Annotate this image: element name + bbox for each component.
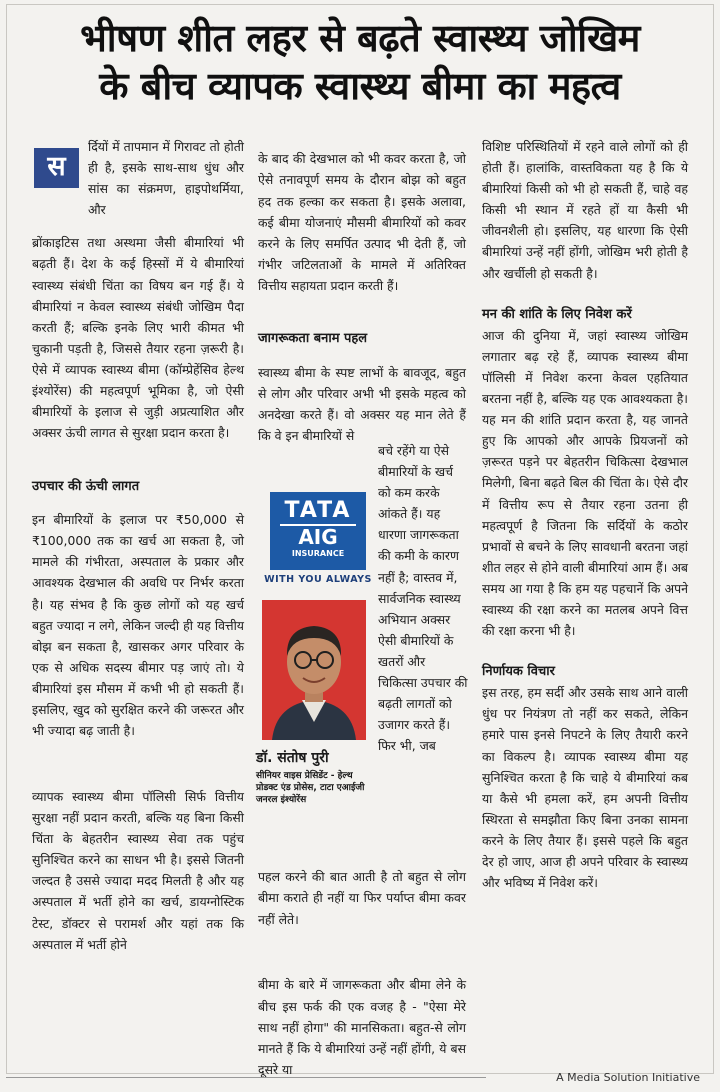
col2-bottom bbox=[258, 854, 466, 1092]
col1-intro-first: र्दियों में तापमान में गिरावट तो होती ही है, इसके साथ-साथ धुंध और सांस का संक्रमण, हाइपोथर्मिया, और bbox=[88, 139, 244, 218]
logo-line-2: AIG bbox=[280, 524, 356, 548]
col1-section-heading: उपचार की ऊंची लागत bbox=[32, 478, 140, 494]
person-photo bbox=[262, 600, 366, 740]
col3-section2-text: इस तरह, हम सर्दी और उसके साथ आने वाली धुंध पर नियंत्रण तो नहीं कर सकते, लेकिन हमारे पास इनसे निपटने के लिए तैयारी करने का विकल्प है। व्यापक स्वास्थ्य बीमा यह सुनिश्चित करता है कि चाहे ये बीमारियां कब या कैसे भी हमला करें, हम अपनी वित्तीय स्थिरता से समझौता किए बिना उनका सामना करने के लिए तैयार हैं। इससे पहले कि बहुत देर हो जाए, आज ही अपने परिवार के स्वास्थ्य और भविष्य में निवेश करें। bbox=[482, 685, 688, 891]
col3-section-text: आज की दुनिया में, जहां स्वास्थ्य जोखिम लगातार बढ़ रहे हैं, व्यापक स्वास्थ्य बीमा पॉलिसी में निवेश करना केवल एहतियात बरतना नहीं है, बल्कि यह एक आवश्यकता है। यह मन की शांति प्रदान करता है, यह जानते हुए कि आपको और आपके प्रियजनों को ज़रूरत पड़ने पर बेहतरीन चिकित्सा देखभाल मिलेगी, बिना बढ़ते बिल की चिंता के। ऐसे दौर में वित्तीय रूप से तैयार रहना उतना ही महत्वपूर्ण है जितना कि सर्दियों के कठोर प्रभावों से बचने के लिए सावधानी बरतना जहां शीत लहर से होने वाली बीमारियां आम हैं। अब समय आ गया है कि हम यह पहचानें कि अपने स्वास्थ्य की रक्षा करने का मतलब अपने वित्त की रक्षा करना भी है। bbox=[482, 327, 688, 639]
person-portrait-icon bbox=[262, 600, 366, 740]
col1-intro-rest: ब्रोंकाइटिस तथा अस्थमा जैसी बीमारियां भी बढ़ती हैं। देश के कई हिस्सों में ये बीमारियां स्वास्थ्य संबंधी चिंता का विषय बन गई हैं। ये बीमारियां न केवल स्वास्थ्य संबंधी जोखिम पैदा करती हैं; बल्कि इनके लिए भारी कीमत भी चुकानी पड़ती है, जिससे तैयार रहना ज़रूरी है। ऐसे में व्यापक स्वास्थ्य बीमा (कॉम्प्रेहेंसिव हेल्थ इंश्योरेंस) की महत्वपूर्ण भूमिका है, जो ऐसी बीमारियों के इलाज से जुड़ी अप्रत्याशित और अक्सर ऊंची लागत से सुरक्षा प्रदान करता है। bbox=[32, 235, 244, 441]
col3-body bbox=[482, 136, 688, 893]
headline-line-1: भीषण शीत लहर से बढ़ते स्वास्थ्य जोखिम bbox=[80, 16, 640, 60]
col2-side-text: बचे रहेंगे या ऐसे बीमारियों के खर्च को कम करके आंकते हैं। यह धारणा जागरूकता की कमी के कारण नहीं है; वास्तव में, सार्वजनिक स्वास्थ्य अभियान अक्सर ऐसी बीमारियों के खतरों और चिकित्सा उपचार की बढ़ती लागतों को उजागर करते हैं। फिर भी, जब bbox=[378, 443, 468, 754]
logo-line-3: INSURANCE bbox=[291, 549, 345, 558]
col2-top-text: के बाद की देखभाल को भी कवर करता है, जो ऐसे तनावपूर्ण समय के दौरान बोझ को बहुत हद तक हल्का कर सकता है। इसके अलावा, कई बीमा योजनाएं मौसमी बीमारियों को कवर करने के लिए समर्पित उत्पाद भी देती हैं, जो गंभीर जटिलताओं के मामले में अतिरिक्त वित्तीय सहायता प्रदान करती हैं। bbox=[258, 151, 466, 293]
person-name: डॉ. संतोष पुरी bbox=[256, 750, 329, 766]
col1-closing-text: व्यापक स्वास्थ्य बीमा पॉलिसी सिर्फ वित्तीय सुरक्षा नहीं प्रदान करती, बल्कि यह बिना किसी चिंता के बेहतरीन स्वास्थ्य सेवा तक पहुंच सुनिश्चित करने का साधन भी है। इससे जितनी जल्दत है उससे ज्यादा मदद मिलती है और यह अस्पताल में भर्ती होने का खर्च, डायग्नोस्टिक टेस्ट, डॉक्टर से परामर्श और यहां तक कि अस्पताल में भर्ती होने bbox=[32, 789, 244, 952]
footer-credit: A Media Solution Initiative bbox=[556, 1071, 700, 1084]
dropcap: स bbox=[34, 148, 79, 188]
headline bbox=[0, 14, 720, 110]
headline-line-2: के बीच व्यापक स्वास्थ्य बीमा का महत्व bbox=[99, 64, 621, 108]
col2-bottom-text-2: बीमा के बारे में जागरूकता और बीमा लेने के बीच इस फर्क की एक वजह है - "ऐसा मेरे साथ नहीं होगा" की मानसिकता। बहुत-से लोग मानते हैं कि ये बीमारियां उन्हें नहीं होंगी, ये बस दूसरे या bbox=[258, 977, 466, 1077]
col1-section-text: इन बीमारियों के इलाज पर ₹50,000 से ₹100,000 तक का खर्च आ सकता है, जो मामले की गंभीरता, अस्पताल के प्रकार और आवश्यक देखभाल की अवधि पर निर्भर करता है। यह संभव है कि कुछ लोगों को यह खर्च बहुत ज्यादा न लगे, लेकिन जल्दी ही यह वित्तीय बोझ बन सकता है, खासकर अगर परिवार के एक से अधिक सदस्य बीमार पड़ जाएं तो। ये बीमारियां इस मौसम में कभी भी हो सकती हैं। इसलिए, खुद को सुरक्षित करने की जरूरत और भी ज्यादा बढ़ जाती है। bbox=[32, 512, 244, 739]
logo-line-1: TATA bbox=[284, 498, 352, 523]
col2-section-heading: जागरूकता बनाम पहल bbox=[258, 331, 368, 347]
col2-body bbox=[258, 136, 466, 459]
person-designation: सीनियर वाइस प्रेसिडेंट - हेल्थ प्रोडक्ट एंड प्रोसेस, टाटा एआईजी जनरल इंश्योरेंस bbox=[256, 771, 365, 805]
col3-section-heading: मन की शांति के लिए निवेश करें bbox=[482, 306, 632, 322]
footer-divider bbox=[6, 1077, 486, 1078]
col2-section-text: स्वास्थ्य बीमा के स्पष्ट लाभों के बावजूद, बहुत से लोग और परिवार अभी भी इसके महत्व को अनदेखा करते हैं। वो अक्सर यह मान लेते हैं कि वे इन बीमारियों से bbox=[258, 364, 466, 444]
col1-body bbox=[32, 220, 244, 967]
col2-bottom-text: पहल करने की बात आती है तो बहुत से लोग बीमा कराते ही नहीं या फिर पर्याप्त बीमा कवर नहीं लेते। bbox=[258, 869, 466, 927]
tata-aig-logo bbox=[270, 492, 366, 570]
col3-top-text: विशिष्ट परिस्थितियों में रहने वाले लोगों को ही होती हैं। हालांकि, वास्तविकता यह है कि ये बीमारियां किसी को भी हो सकती हैं, चाहे वह किसी भी स्थान में रहते हों या कैसी भी जीवनशैली हो। इसलिए, यह धारणा कि ऐसी बीमारियां उन्हें नहीं होंगी, जोखिम भरी होती है और खर्चीली हो सकती है। bbox=[482, 139, 688, 281]
col3-section2-heading: निर्णायक विचार bbox=[482, 664, 555, 680]
logo-tagline: WITH YOU ALWAYS bbox=[264, 574, 372, 585]
